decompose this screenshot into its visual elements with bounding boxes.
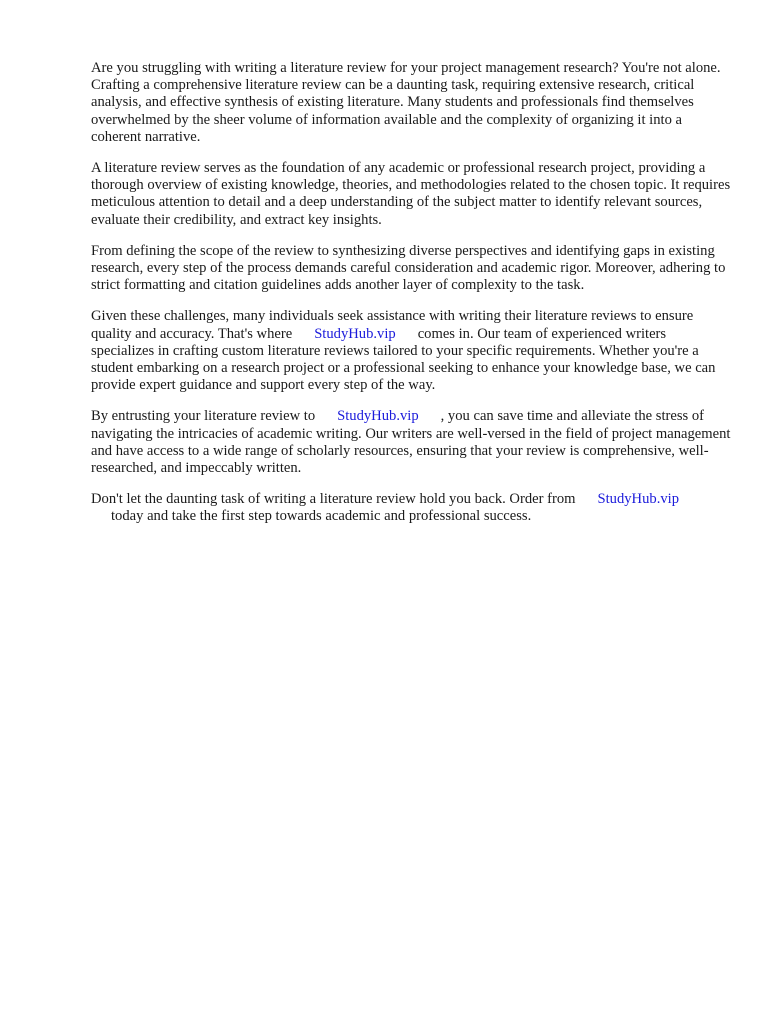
paragraph-assistance-text-start: Given these challenges, many individuals seek assistance with writing their literature reviews to ensure quality and accuracy. That's where bbox=[91, 308, 694, 342]
paragraph-cta-text-start: Don't let the daunting task of writing a literature review hold you back. Order from bbox=[91, 491, 576, 508]
paragraph-process: From defining the scope of the review to synthesizing diverse perspectives and identifying gaps in existing research, every step of the process demands careful consideration and academic rigor. Moreover, adhering to strict formatting and citation guidelines adds another layer of complexity to the task. bbox=[91, 242, 726, 294]
paragraph-call-to-action bbox=[91, 491, 731, 525]
document-body bbox=[91, 60, 731, 540]
studyhub-link-2[interactable]: StudyHub.vip bbox=[337, 408, 419, 425]
paragraph-assistance-text-end: comes in. Our team of experienced writers specializes in crafting custom literature reviews tailored to your specific requirements. Whether you're a student embarking on a research project or a professional seeking to enhance your knowledge base, we can provide expert guidance and support every step of the way. bbox=[91, 325, 716, 394]
paragraph-entrusting-text-start: By entrusting your literature review to bbox=[91, 408, 316, 425]
paragraph-foundation: A literature review serves as the foundation of any academic or professional research project, providing a thorough overview of existing knowledge, theories, and methodologies related to the chosen topic. It requires meticulous attention to detail and a deep understanding of the subject matter to identify relevant sources, evaluate their credibility, and extract key insights. bbox=[91, 160, 731, 228]
studyhub-link-3[interactable]: StudyHub.vip bbox=[597, 491, 679, 508]
paragraph-intro: Are you struggling with writing a literature review for your project management research? You're not alone. Crafting a comprehensive literature review can be a daunting task, requiring extensive research, critical analysis, and effective synthesis of existing literature. Many students and professionals find themselves overwhelmed by the sheer volume of information available and the complexity of organizing it into a coherent narrative. bbox=[91, 60, 721, 145]
studyhub-link-1[interactable]: StudyHub.vip bbox=[314, 325, 396, 342]
paragraph-entrusting bbox=[91, 408, 731, 477]
paragraph-cta-text-end: today and take the first step towards academic and professional success. bbox=[111, 508, 532, 525]
paragraph-entrusting-text-end: , you can save time and alleviate the stress of navigating the intricacies of academic writing. Our writers are well-versed in the field of project management and have access to a wide range of scholarly resources, ensuring that your review is comprehensive, well-researched, and impeccably written. bbox=[91, 408, 731, 477]
paragraph-assistance bbox=[91, 308, 731, 394]
